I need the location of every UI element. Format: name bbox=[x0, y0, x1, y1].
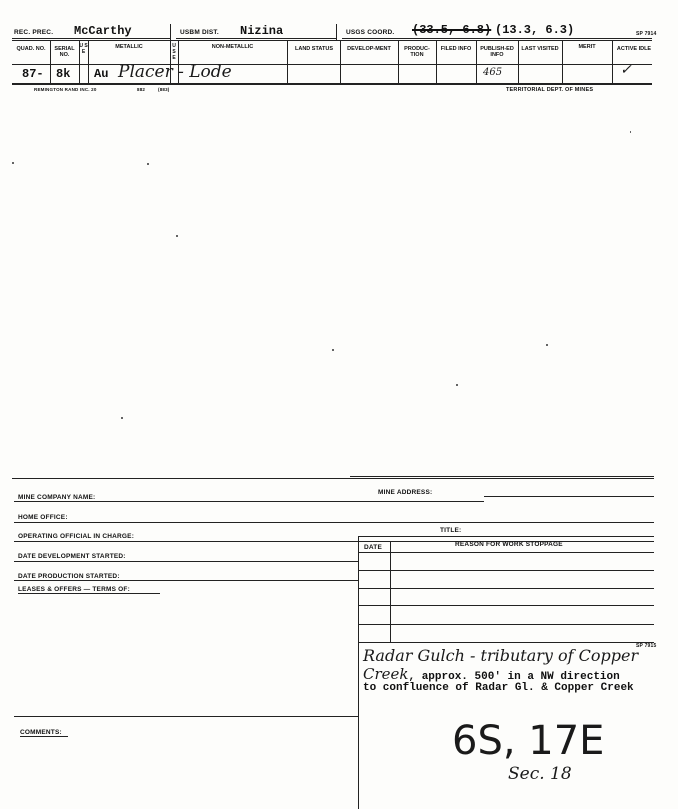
col-filed-info: FILED INFO bbox=[440, 46, 472, 52]
col-quad-no: QUAD. NO. bbox=[16, 46, 46, 52]
printer-credit: REMINGTON RAND INC. 20 bbox=[34, 87, 97, 92]
col-active-idle: ACTIVE IDLE bbox=[616, 46, 652, 52]
notes-line-1: Radar Gulch - tributary of Copper bbox=[363, 646, 639, 665]
row-serial: 8k bbox=[56, 67, 71, 81]
department-label: TERRITORIAL DEPT. OF MINES bbox=[506, 87, 594, 93]
col-production: PRODUC-TION bbox=[404, 46, 430, 58]
usgs-coord-value: (13.3, 6.3) bbox=[495, 23, 575, 37]
ref-section: Sec. 18 bbox=[508, 764, 572, 784]
date-production-started-label: DATE PRODUCTION STARTED: bbox=[18, 573, 120, 580]
col-use-nonmetallic: U S E bbox=[172, 43, 176, 61]
leases-offers-label: LEASES & OFFERS — TERMS OF: bbox=[18, 586, 130, 593]
rec-prec-label: REC. PREC. bbox=[14, 29, 54, 36]
notes-line-2-hand: Creek bbox=[363, 665, 409, 683]
printer-code-2: (883) bbox=[158, 87, 170, 92]
row-published-info: 465 bbox=[483, 67, 503, 78]
row-active-idle-mark: ✓ bbox=[620, 62, 632, 78]
date-col-label: DATE bbox=[364, 544, 383, 551]
notes-line-3: to confluence of Radar Gl. & Copper Creek bbox=[363, 682, 634, 694]
col-development: DEVELOP-MENT bbox=[347, 46, 391, 52]
usbm-dist-label: USBM DIST. bbox=[180, 29, 219, 36]
home-office-label: HOME OFFICE: bbox=[18, 514, 68, 521]
notes-line-2-type: , approx. 500' in a NW direction bbox=[408, 671, 620, 683]
col-published-info: PUBLISH-ED INFO bbox=[480, 46, 514, 58]
row-quad: 87- bbox=[22, 67, 44, 81]
form-number-lower: SP 7915 bbox=[636, 643, 657, 649]
row-metallic: Au bbox=[94, 67, 109, 81]
col-non-metallic: NON-METALLIC bbox=[211, 44, 254, 50]
mine-address-label: MINE ADDRESS: bbox=[378, 489, 433, 496]
usgs-coord-label: USGS COORD. bbox=[346, 29, 395, 36]
col-last-visited: LAST VISITED bbox=[521, 46, 559, 52]
usbm-dist-value: Nizina bbox=[240, 24, 284, 38]
reason-col-label: REASON FOR WORK STOPPAGE bbox=[455, 541, 563, 548]
usgs-coord-struck: (33.5, 6.8) bbox=[412, 23, 492, 37]
title-label: TITLE: bbox=[440, 527, 462, 534]
form-number: SP 7914 bbox=[636, 31, 657, 37]
date-development-started-label: DATE DEVELOPMENT STARTED: bbox=[18, 553, 126, 560]
col-land-status: LAND STATUS bbox=[295, 46, 333, 52]
row-type-handwritten: Placer - Lode bbox=[118, 62, 232, 82]
comments-label: COMMENTS: bbox=[20, 729, 62, 736]
col-merit: MERIT bbox=[578, 44, 596, 50]
printer-code-1: 882 bbox=[137, 87, 146, 92]
col-metallic: METALLIC bbox=[115, 44, 143, 50]
rec-prec-value: McCarthy bbox=[74, 24, 132, 38]
col-use-metallic: U S E bbox=[79, 43, 88, 55]
col-serial-no: SERIAL NO. bbox=[54, 46, 75, 58]
ref-code: 6S, 17E bbox=[452, 718, 605, 764]
mine-company-name-label: MINE COMPANY NAME: bbox=[18, 494, 96, 501]
operating-official-label: OPERATING OFFICIAL IN CHARGE: bbox=[18, 533, 135, 540]
